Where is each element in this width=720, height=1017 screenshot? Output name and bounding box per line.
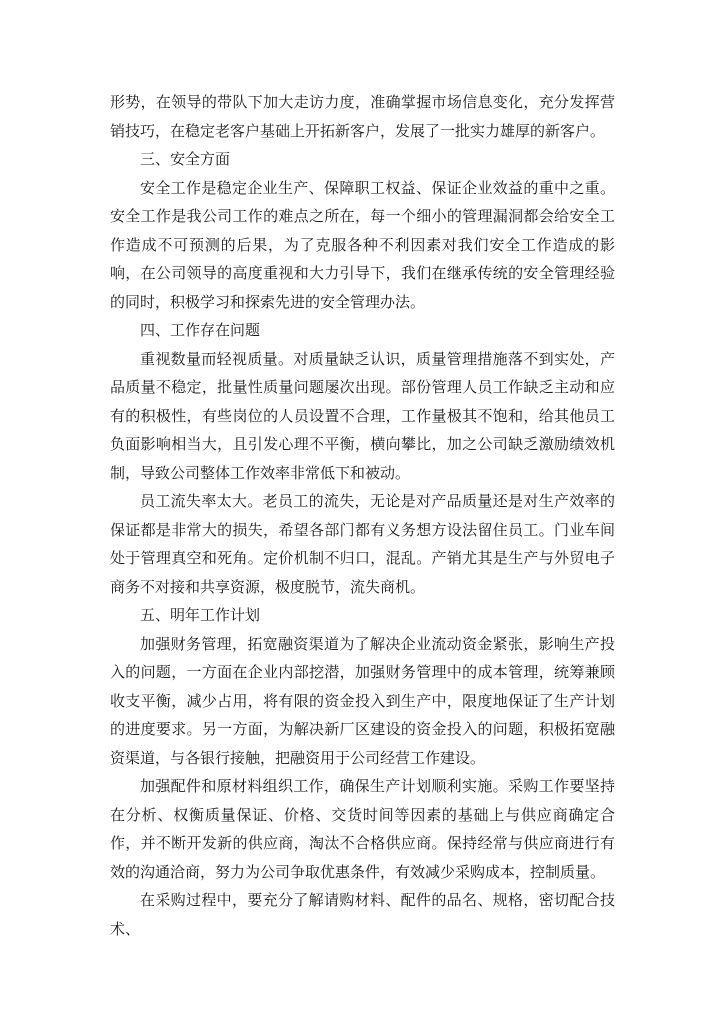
section-heading-next-year-plan: 五、明年工作计划 [140, 606, 261, 624]
section-heading-safety: 三、安全方面 [140, 150, 231, 168]
section-heading-problems: 四、工作存在问题 [140, 321, 261, 339]
paragraph-safety-work: 安全工作是稳定企业生产、保障职工权益、保证企业效益的重中之重。安全工作是我公司工作的难点之所在，每一个细小的管理漏洞都会给安全工作造成不可预测的后果，为了克服各种不利因素对我们安全工作造成的影响，在公司领导的高度重视和大力引导下，我们在继承传统的安全管理经验的同时，积极学习和探索先进的安全管理办法。 [110, 178, 615, 311]
paragraph-purchasing-process: 在采购过程中，要充分了解请购材料、配件的品名、规格，密切配合技术、 [110, 891, 615, 938]
continuation-paragraph: 形势，在领导的带队下加大走访力度，准确掌握市场信息变化，充分发挥营销技巧，在稳定老客户基础上开拓新客户，发展了一批实力雄厚的新客户。 [110, 93, 615, 140]
paragraph-staff-turnover: 员工流失率太大。老员工的流失，无论是对产品质量还是对生产效率的保证都是非常大的损失，希望各部门都有义务想方设法留住员工。门业车间处于管理真空和死角。定价机制不归口，混乱。产销尤其是生产与外贸电子商务不对接和共享资源，极度脱节，流失商机。 [110, 492, 615, 596]
paragraph-materials-procurement: 加强配件和原材料组织工作，确保生产计划顺利实施。采购工作要坚持在分析、权衡质量保证、价格、交货时间等因素的基础上与供应商确定合作，并不断开发新的供应商，淘汰不合格供应商。保持经常与供应商进行有效的沟通洽商，努力为公司争取优惠条件，有效减少采购成本，控制质量。 [110, 777, 615, 881]
document-body [110, 88, 615, 943]
paragraph-quality-issues: 重视数量而轻视质量。对质量缺乏认识，质量管理措施落不到实处，产品质量不稳定，批量性质量问题屡次出现。部份管理人员工作缺乏主动和应有的积极性，有些岗位的人员设置不合理，工作量极其不饱和，给其他员工负面影响相当大，且引发心理不平衡，横向攀比，加之公司缺乏激励绩效机制，导致公司整体工作效率非常低下和被动。 [110, 349, 615, 482]
paragraph-financial-management: 加强财务管理，拓宽融资渠道为了解决企业流动资金紧张，影响生产投入的问题，一方面在企业内部挖潜，加强财务管理中的成本管理，统筹兼顾收支平衡，减少占用，将有限的资金投入到生产中，限度地保证了生产计划的进度要求。另一方面，为解决新厂区建设的资金投入的问题，积极拓宽融资渠道，与各银行接触，把融资用于公司经营工作建设。 [110, 634, 615, 767]
